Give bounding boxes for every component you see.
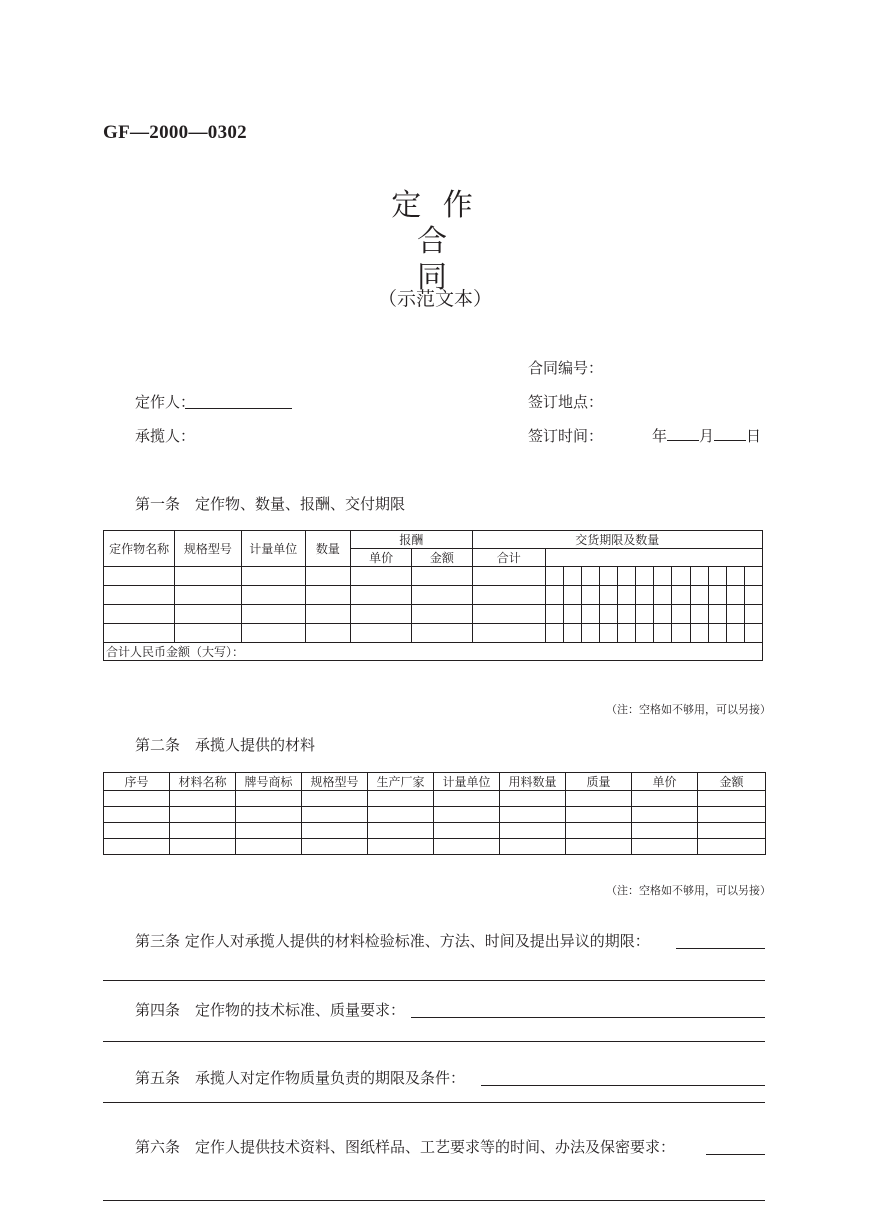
table-cell[interactable] (104, 605, 175, 624)
table-cell[interactable] (566, 839, 632, 855)
table-cell[interactable] (698, 823, 766, 839)
table-cell[interactable] (654, 624, 672, 643)
table-cell[interactable] (726, 567, 744, 586)
table-cell[interactable] (582, 586, 600, 605)
table-cell[interactable] (582, 624, 600, 643)
table-cell[interactable] (600, 567, 618, 586)
col-header-spec: 规格型号 (175, 531, 241, 567)
table-cell[interactable] (726, 605, 744, 624)
table-cell[interactable] (744, 567, 762, 586)
table-cell[interactable] (368, 791, 434, 807)
article3-input-line[interactable] (676, 948, 765, 949)
table-cell[interactable] (472, 624, 545, 643)
article2-heading: 第二条 承揽人提供的材料 (135, 736, 316, 754)
contract-no-label: 合同编号： (528, 359, 604, 377)
article5-text: 第五条 承揽人对定作物质量负责的期限及条件： (135, 1069, 466, 1087)
table-cell[interactable] (618, 586, 636, 605)
article2-note: （注：空格如不够用，可以另接） (606, 884, 771, 897)
table-cell[interactable] (690, 567, 708, 586)
contractor-label: 承揽人： (135, 427, 196, 445)
table-cell[interactable] (241, 605, 305, 624)
table-row (104, 791, 766, 807)
table-cell[interactable] (654, 586, 672, 605)
total-amount-row: 合计人民币金额（大写）： (104, 643, 763, 661)
article3-extra-line[interactable] (103, 980, 765, 981)
article5-input-line[interactable] (481, 1085, 765, 1086)
table-cell[interactable] (632, 791, 698, 807)
table-cell[interactable] (104, 567, 175, 586)
table-cell[interactable] (632, 807, 698, 823)
table-row (104, 839, 766, 855)
table-cell[interactable] (545, 586, 563, 605)
table-cell[interactable] (241, 586, 305, 605)
table-cell[interactable] (104, 807, 170, 823)
table-cell[interactable] (708, 605, 726, 624)
table-cell[interactable] (241, 624, 305, 643)
table-cell[interactable] (545, 624, 563, 643)
orderer-label: 定作人： (135, 393, 196, 411)
month-label: 月 (699, 427, 715, 445)
table-cell[interactable] (690, 605, 708, 624)
col-header: 质量 (566, 773, 632, 791)
col-header: 规格型号 (302, 773, 368, 791)
table-row (104, 807, 766, 823)
col-header-price: 单价 (351, 549, 412, 567)
sign-date (652, 425, 761, 446)
table-row (104, 567, 763, 586)
table-cell[interactable] (302, 839, 368, 855)
table-cell[interactable] (672, 605, 690, 624)
table-row (104, 624, 763, 643)
table-row (104, 823, 766, 839)
table-cell[interactable] (175, 605, 241, 624)
table-cell[interactable] (618, 605, 636, 624)
article4-input-line[interactable] (411, 1017, 765, 1018)
table-cell[interactable] (104, 624, 175, 643)
table-cell[interactable] (104, 586, 175, 605)
table-cell[interactable] (708, 567, 726, 586)
table-cell[interactable] (175, 567, 241, 586)
table-cell[interactable] (175, 624, 241, 643)
table-cell[interactable] (636, 586, 654, 605)
table-cell[interactable] (434, 791, 500, 807)
col-header-amount: 金额 (412, 549, 472, 567)
table-cell[interactable] (305, 605, 350, 624)
table-cell[interactable] (412, 586, 472, 605)
table-cell[interactable] (241, 567, 305, 586)
table-cell[interactable] (351, 586, 412, 605)
article3-text: 第三条 定作人对承揽人提供的材料检验标准、方法、时间及提出异议的期限： (135, 932, 650, 950)
table-cell[interactable] (434, 839, 500, 855)
table-cell[interactable] (305, 567, 350, 586)
article2-table (103, 772, 766, 855)
col-header-name: 定作物名称 (104, 531, 175, 567)
table-cell[interactable] (563, 605, 581, 624)
table-cell[interactable] (654, 567, 672, 586)
col-header: 计量单位 (434, 773, 500, 791)
table-cell[interactable] (351, 624, 412, 643)
table-cell[interactable] (654, 605, 672, 624)
table-cell[interactable] (600, 586, 618, 605)
table-cell[interactable] (170, 823, 236, 839)
document-title (376, 188, 494, 296)
table-cell[interactable] (236, 839, 302, 855)
col-header: 金额 (698, 773, 766, 791)
table-cell[interactable] (175, 586, 241, 605)
sign-time-label: 签订时间： (528, 427, 604, 445)
orderer-input-line[interactable] (185, 408, 292, 409)
title-line-1: 定 作 合 (391, 188, 479, 259)
table-cell[interactable] (472, 567, 545, 586)
article4-extra-line[interactable] (103, 1041, 765, 1042)
table-cell[interactable] (351, 605, 412, 624)
table-cell[interactable] (351, 567, 412, 586)
table-row (104, 586, 763, 605)
table-cell[interactable] (305, 586, 350, 605)
table-cell[interactable] (636, 567, 654, 586)
table-cell[interactable] (726, 624, 744, 643)
year-label: 年 (652, 427, 668, 445)
table-cell[interactable] (636, 624, 654, 643)
table-cell[interactable] (582, 567, 600, 586)
table-cell[interactable] (690, 624, 708, 643)
table-cell[interactable] (170, 807, 236, 823)
table-cell[interactable] (170, 791, 236, 807)
article6-input-line[interactable] (706, 1154, 765, 1155)
table-cell[interactable] (566, 823, 632, 839)
article1-table (103, 530, 763, 661)
document-code: GF—2000—0302 (103, 122, 247, 143)
table-cell[interactable] (305, 624, 350, 643)
article4-text: 第四条 定作物的技术标准、质量要求： (135, 1001, 406, 1019)
day-label: 日 (746, 427, 762, 445)
table-cell[interactable] (582, 605, 600, 624)
table-cell[interactable] (236, 807, 302, 823)
col-header: 单价 (632, 773, 698, 791)
table-cell[interactable] (672, 586, 690, 605)
day-input-line[interactable] (714, 426, 746, 441)
table-cell[interactable] (170, 839, 236, 855)
table-cell[interactable] (618, 567, 636, 586)
article5-extra-line[interactable] (103, 1102, 765, 1103)
table-cell[interactable] (302, 791, 368, 807)
table-cell[interactable] (744, 586, 762, 605)
table-cell[interactable] (545, 567, 563, 586)
table-cell[interactable] (726, 586, 744, 605)
table-cell[interactable] (744, 605, 762, 624)
table-cell[interactable] (472, 586, 545, 605)
table-cell[interactable] (698, 807, 766, 823)
col-header: 生产厂家 (368, 773, 434, 791)
table-cell[interactable] (563, 567, 581, 586)
table-cell[interactable] (434, 823, 500, 839)
table-cell[interactable] (632, 823, 698, 839)
col-header-delivery: 交货期限及数量 (472, 531, 762, 549)
col-header-pay: 报酬 (351, 531, 473, 549)
article6-text: 第六条 定作人提供技术资料、图纸样品、工艺要求等的时间、办法及保密要求： (135, 1138, 676, 1156)
table-cell[interactable] (698, 839, 766, 855)
table-cell[interactable] (566, 807, 632, 823)
table-cell[interactable] (600, 605, 618, 624)
table-cell[interactable] (104, 823, 170, 839)
table-cell[interactable] (368, 807, 434, 823)
table-cell[interactable] (104, 791, 170, 807)
table-cell[interactable] (618, 624, 636, 643)
month-input-line[interactable] (667, 426, 699, 441)
table-cell[interactable] (698, 791, 766, 807)
document-subtitle: （示范文本） (377, 288, 492, 310)
article1-note: （注：空格如不够用，可以另接） (606, 703, 771, 716)
table-cell[interactable] (545, 605, 563, 624)
table-cell[interactable] (434, 807, 500, 823)
delivery-subheader-blank (545, 549, 762, 567)
table-cell[interactable] (500, 823, 566, 839)
article6-extra-line[interactable] (103, 1200, 765, 1201)
table-cell[interactable] (563, 624, 581, 643)
table-cell[interactable] (744, 624, 762, 643)
table-cell[interactable] (600, 624, 618, 643)
table-cell[interactable] (708, 586, 726, 605)
table-cell[interactable] (500, 807, 566, 823)
table-cell[interactable] (104, 839, 170, 855)
table-cell[interactable] (566, 791, 632, 807)
table-cell[interactable] (708, 624, 726, 643)
table-cell[interactable] (500, 791, 566, 807)
col-header: 材料名称 (170, 773, 236, 791)
table-cell[interactable] (636, 605, 654, 624)
title-line-2: 同 (417, 260, 453, 295)
table-cell[interactable] (632, 839, 698, 855)
table-cell[interactable] (412, 567, 472, 586)
table-cell[interactable] (368, 823, 434, 839)
table-row (104, 605, 763, 624)
table-cell[interactable] (236, 823, 302, 839)
col-header: 用料数量 (500, 773, 566, 791)
sign-place-label: 签订地点： (528, 393, 604, 411)
col-header: 牌号商标 (236, 773, 302, 791)
table-cell[interactable] (412, 624, 472, 643)
table-cell[interactable] (672, 624, 690, 643)
table-cell[interactable] (563, 586, 581, 605)
table-cell[interactable] (368, 839, 434, 855)
col-header-total: 合计 (472, 549, 545, 567)
table-cell[interactable] (302, 807, 368, 823)
col-header-unit: 计量单位 (241, 531, 305, 567)
table-cell[interactable] (472, 605, 545, 624)
article1-heading: 第一条 定作物、数量、报酬、交付期限 (135, 495, 406, 513)
table-cell[interactable] (672, 567, 690, 586)
col-header-qty: 数量 (305, 531, 350, 567)
table-cell[interactable] (690, 586, 708, 605)
table-cell[interactable] (302, 823, 368, 839)
table-cell[interactable] (412, 605, 472, 624)
table-cell[interactable] (500, 839, 566, 855)
col-header: 序号 (104, 773, 170, 791)
table-cell[interactable] (236, 791, 302, 807)
